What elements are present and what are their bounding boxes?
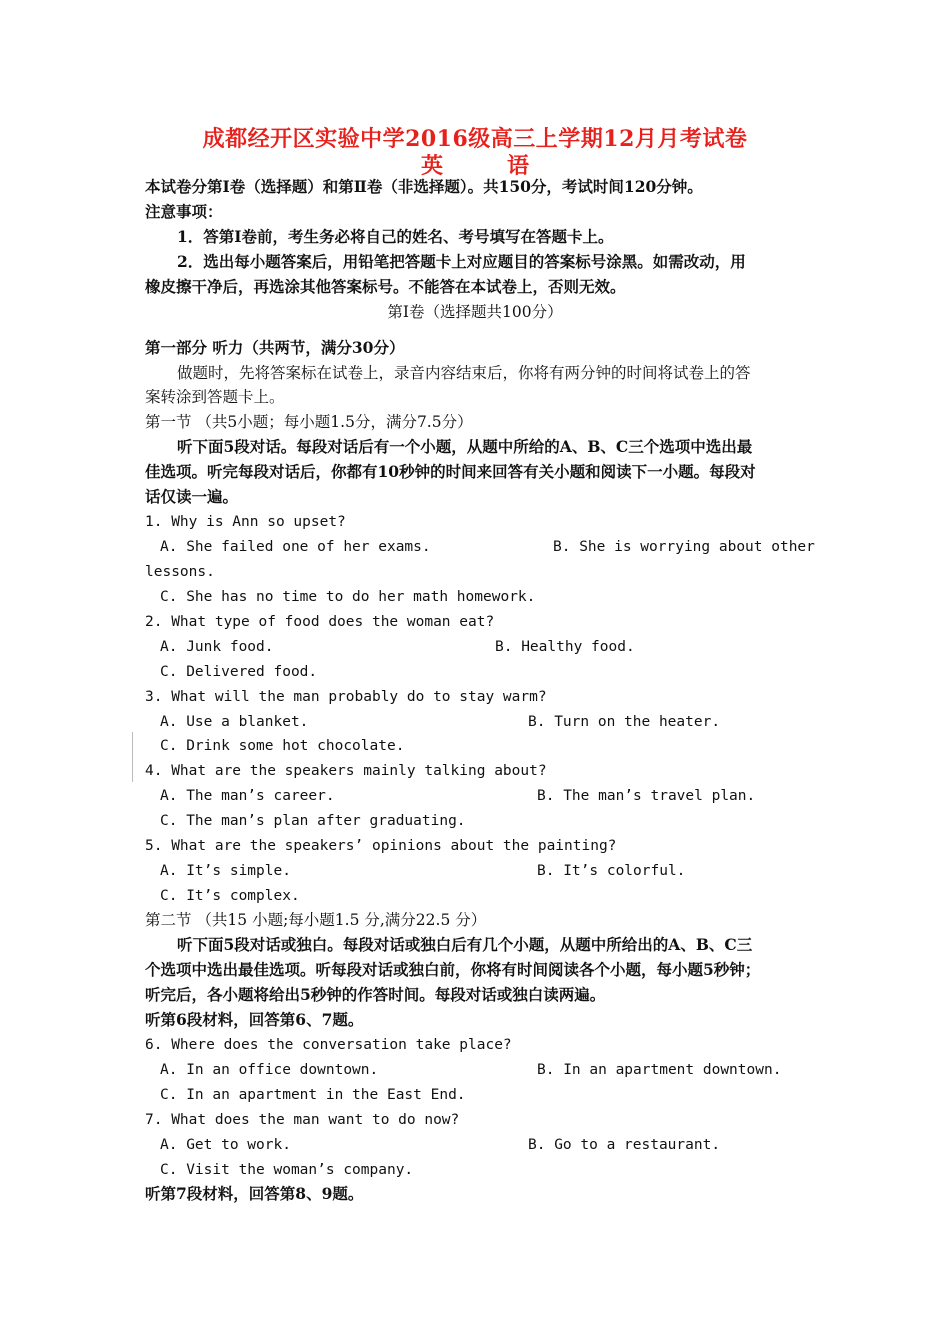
section1-desc-b: 佳选项。听完每段对话后，你都有10秒钟的时间来回答有关小题和阅读下一小题。每段对 <box>145 462 756 481</box>
section1-desc-a: 听下面5段对话。每段对话后有一个小题，从题中所给的A、B、C三个选项中选出最 <box>177 437 753 456</box>
q3-option-c: C. Drink some hot chocolate. <box>160 738 405 754</box>
question-2: 2. What type of food does the woman eat? <box>145 614 495 630</box>
q6-option-a: A. In an office downtown. <box>160 1062 379 1078</box>
q3-option-b: B. Turn on the heater. <box>528 714 721 730</box>
volume-title: 第Ⅰ卷（选择题共100分） <box>387 303 563 321</box>
q1-option-b-cont: lessons. <box>145 564 215 580</box>
section1-desc-c: 话仅读一遍。 <box>145 487 239 506</box>
exam-title: 成都经开区实验中学2016级高三上学期12月月考试卷 <box>202 126 748 152</box>
q3-option-a: A. Use a blanket. <box>160 714 309 730</box>
section2-desc-c: 听完后，各小题将给出5秒钟的作答时间。每段对话或独白读两遍。 <box>145 985 606 1004</box>
question-6: 6. Where does the conversation take place? <box>145 1037 512 1053</box>
q1-option-c: C. She has no time to do her math homework. <box>160 589 536 605</box>
subject-char-2: 语 <box>507 153 530 179</box>
q5-option-b: B. It’s colorful. <box>537 863 686 879</box>
q7-option-b: B. Go to a restaurant. <box>528 1137 721 1153</box>
q2-option-c: C. Delivered food. <box>160 664 318 680</box>
q4-option-b: B. The man’s travel plan. <box>537 788 756 804</box>
exam-summary: 本试卷分第Ⅰ卷（选择题）和第Ⅱ卷（非选择题）。共150分，考试时间120分钟。 <box>145 177 703 196</box>
q2-option-a: A. Junk food. <box>160 639 274 655</box>
notice-item-2a: 2．选出每小题答案后，用铅笔把答题卡上对应题目的答案标号涂黑。如需改动，用 <box>177 252 746 271</box>
q2-option-b: B. Healthy food. <box>495 639 635 655</box>
q7-option-a: A. Get to work. <box>160 1137 291 1153</box>
notice-item-1: 1．答第Ⅰ卷前，考生务必将自己的姓名、考号填写在答题卡上。 <box>177 227 614 246</box>
material-6-heading: 听第6段材料，回答第6、7题。 <box>145 1010 364 1029</box>
material-7-heading: 听第7段材料，回答第8、9题。 <box>145 1184 364 1203</box>
question-4: 4. What are the speakers mainly talking about? <box>145 763 547 779</box>
section2-desc-b: 个选项中选出最佳选项。听每段对话或独白前，你将有时间阅读各个小题，每小题5秒钟； <box>145 960 761 979</box>
question-7: 7. What does the man want to do now? <box>145 1112 460 1128</box>
q1-option-a: A. She failed one of her exams. <box>160 539 431 555</box>
section1-title: 第一节 （共5小题；每小题1.5分，满分7.5分） <box>145 413 473 431</box>
notice-item-2b: 橡皮擦干净后，再选涂其他答案标号。不能答在本试卷上，否则无效。 <box>145 277 626 296</box>
q4-option-a: A. The man’s career. <box>160 788 335 804</box>
notice-title: 注意事项： <box>145 202 223 221</box>
q5-option-a: A. It’s simple. <box>160 863 291 879</box>
q7-option-c: C. Visit the woman’s company. <box>160 1162 414 1178</box>
q6-option-c: C. In an apartment in the East End. <box>160 1087 466 1103</box>
q5-option-c: C. It’s complex. <box>160 888 300 904</box>
part1-desc-a: 做题时，先将答案标在试卷上，录音内容结束后，你将有两分钟的时间将试卷上的答 <box>177 364 751 382</box>
margin-line <box>132 732 133 782</box>
section2-desc-a: 听下面5段对话或独白。每段对话或独白后有几个小题，从题中所给出的A、B、C三 <box>177 935 753 954</box>
section2-title: 第二节 （共15 小题;每小题1.5 分,满分22.5 分） <box>145 911 487 929</box>
part1-desc-b: 案转涂到答题卡上。 <box>145 388 285 406</box>
q6-option-b: B. In an apartment downtown. <box>537 1062 782 1078</box>
question-3: 3. What will the man probably do to stay warm? <box>145 689 547 705</box>
part1-title: 第一部分 听力（共两节，满分30分） <box>145 338 405 357</box>
question-5: 5. What are the speakers’ opinions about the painting? <box>145 838 617 854</box>
question-1: 1. Why is Ann so upset? <box>145 514 346 530</box>
subject-char-1: 英 <box>420 153 443 179</box>
q4-option-c: C. The man’s plan after graduating. <box>160 813 466 829</box>
q1-option-b: B. She is worrying about other <box>553 539 815 555</box>
